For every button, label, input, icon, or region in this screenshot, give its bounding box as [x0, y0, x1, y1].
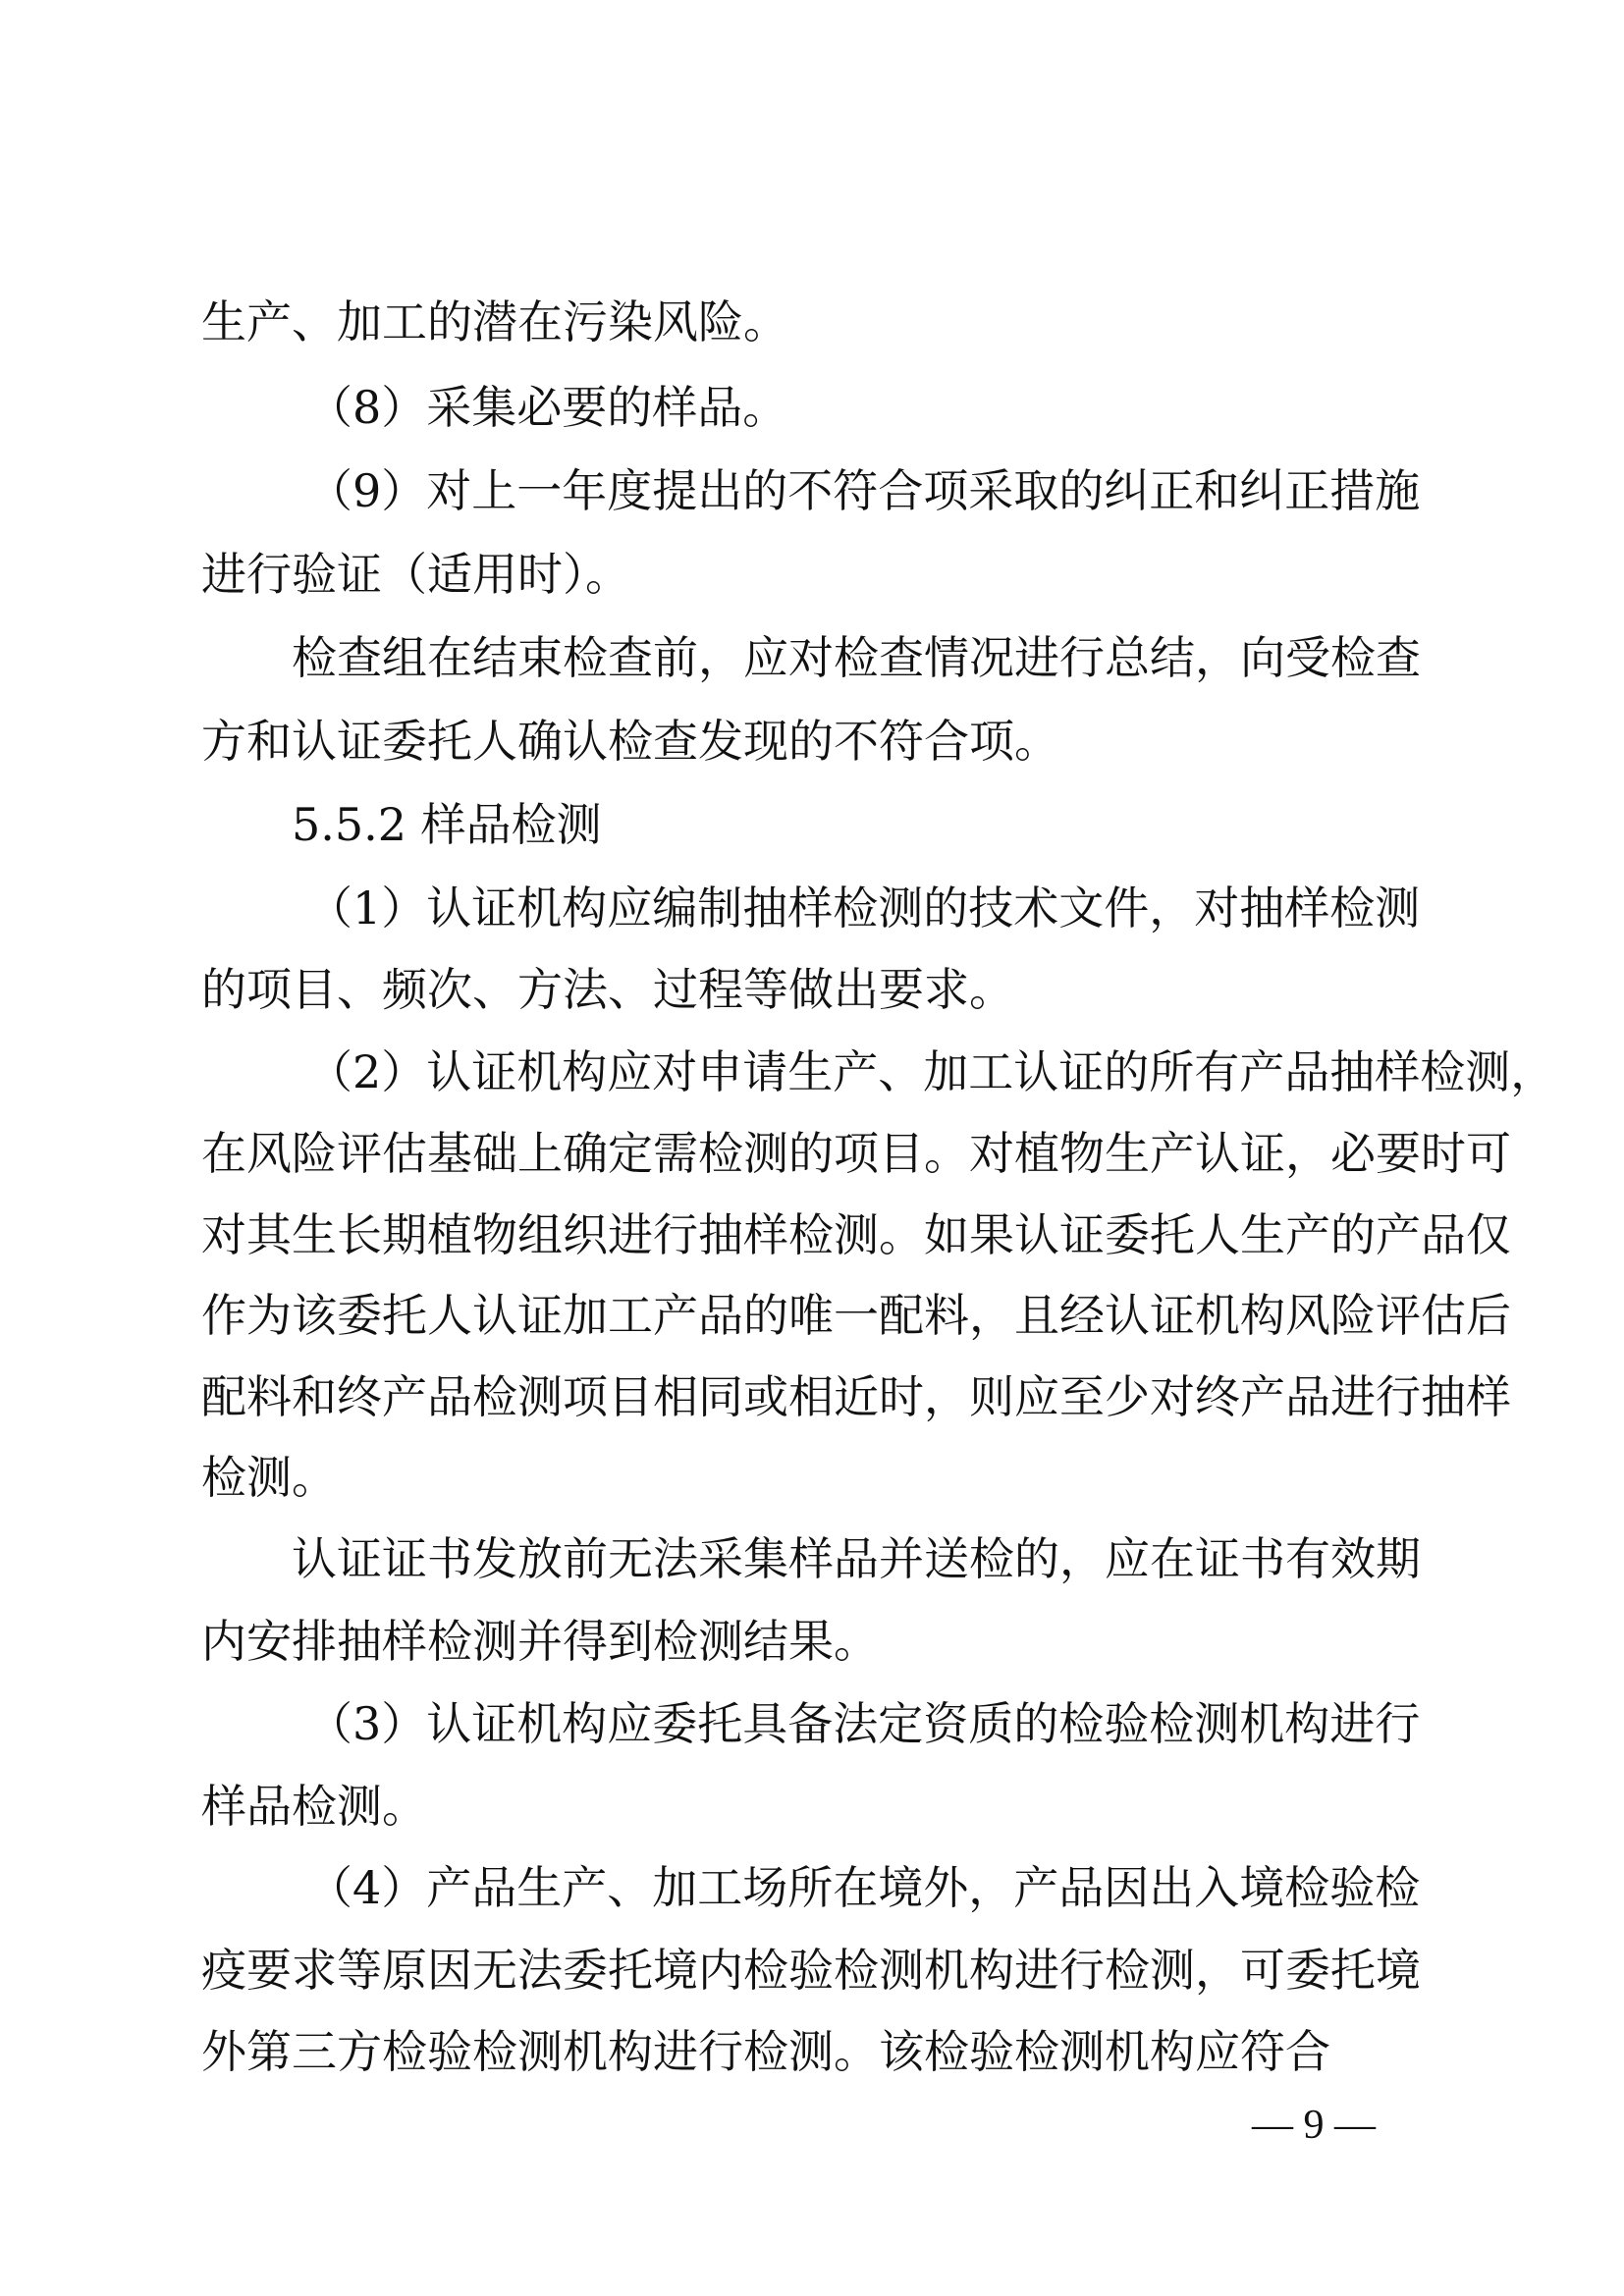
- list-item-4-line2: 疫要求等原因无法委托境内检验检测机构进行检测，可委托境: [201, 1944, 1421, 1997]
- list-item-2-line5: 配料和终产品检测项目相同或相近时，则应至少对终产品进行抽样: [201, 1370, 1511, 1423]
- paragraph-line: 生产、加工的潜在污染风险。: [201, 295, 788, 348]
- list-item-9-line1: （9）对上一年度提出的不符合项采取的纠正和纠正措施: [307, 464, 1421, 517]
- paragraph-line: 内安排抽样检测并得到检测结果。: [201, 1615, 879, 1668]
- list-item-3-line1: （3）认证机构应委托具备法定资质的检验检测机构进行: [307, 1697, 1421, 1750]
- list-item-2-line2: 在风险评估基础上确定需检测的项目。对植物生产认证，必要时可: [201, 1127, 1511, 1180]
- list-item-4-line1: （4）产品生产、加工场所在境外，产品因出入境检验检: [307, 1861, 1421, 1914]
- list-item-4-line3: 外第三方检验检测机构进行检测。该检验检测机构应符合: [201, 2025, 1330, 2078]
- list-item-9-line2: 进行验证（适用时）。: [201, 548, 630, 601]
- paragraph-line: 检查组在结束检查前，应对检查情况进行总结，向受检查: [292, 631, 1421, 684]
- list-item-8: （8）采集必要的样品。: [307, 381, 788, 434]
- paragraph-line: 认证证书发放前无法采集样品并送检的，应在证书有效期: [292, 1532, 1421, 1585]
- section-heading-5-5-2: 5.5.2 样品检测: [292, 798, 602, 851]
- list-item-3-line2: 样品检测。: [201, 1780, 427, 1833]
- list-item-1-line2: 的项目、频次、方法、过程等做出要求。: [201, 963, 1014, 1016]
- list-item-2-line6: 检测。: [201, 1451, 337, 1504]
- page-number: — 9 —: [1252, 2103, 1376, 2148]
- list-item-2-line3: 对其生长期植物组织进行抽样检测。如果认证委托人生产的产品仅: [201, 1208, 1511, 1261]
- list-item-1-line1: （1）认证机构应编制抽样检测的技术文件，对抽样检测: [307, 881, 1421, 934]
- list-item-2-line4: 作为该委托人认证加工产品的唯一配料，且经认证机构风险评估后: [201, 1289, 1511, 1342]
- paragraph-line: 方和认证委托人确认检查发现的不符合项。: [201, 715, 1059, 768]
- list-item-2-line1: （2）认证机构应对申请生产、加工认证的所有产品抽样检测，: [307, 1045, 1556, 1098]
